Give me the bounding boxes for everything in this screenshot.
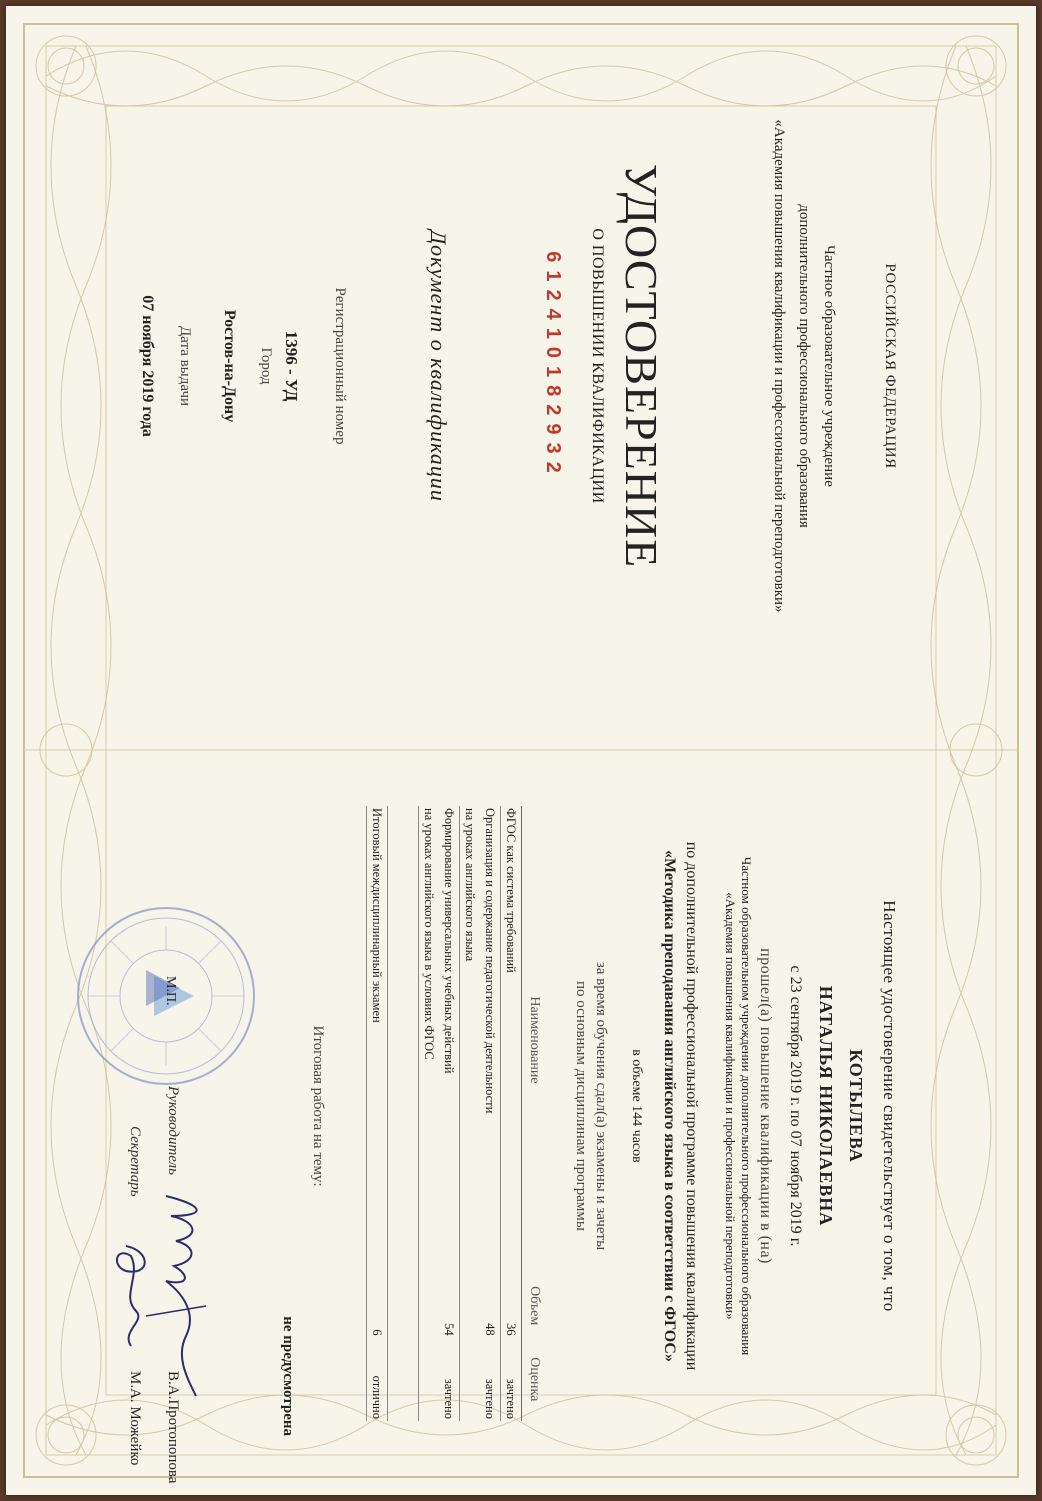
document-subtitle: О ПОВЫШЕНИИ КВАЛИФИКАЦИИ [589, 228, 606, 504]
final-work-label: Итоговая работа на тему: [310, 1025, 326, 1187]
stamp-mark: М.П. [163, 976, 178, 1006]
passed-text: прошел(а) повышение квалификации в (на) [757, 948, 774, 1264]
header-name: Наименование [522, 806, 547, 1274]
country-name: РОССИЙСКАЯ ФЕДЕРАЦИЯ [882, 263, 898, 469]
cover-page [6, 6, 1036, 726]
disciplines-table [366, 806, 546, 1421]
certificate-sheet [6, 6, 1036, 1495]
secretary-name: М.А. Можейко [127, 1371, 143, 1466]
secretary-signature-icon [106, 1236, 156, 1356]
document-title: УДОСТОВЕРЕНИЕ [616, 163, 667, 569]
header-volume: Объем [522, 1274, 547, 1338]
director-label: Руководитель [165, 1086, 181, 1175]
document-type: Документ о квалификации [426, 230, 451, 502]
program-intro: по дополнительной профессиональной программе повышения квалификации [683, 841, 700, 1371]
table-row: ФГОС как система требований 36 зачтено [501, 806, 522, 1421]
serial-number: 612410182932 [542, 251, 564, 481]
holder-last-name: КОТЫЛЕВА [846, 1049, 866, 1163]
program-name: «Методика преподавания английского языка в соответствии с ФГОС» [661, 850, 678, 1362]
registration-number: 1396 - УД [282, 330, 301, 402]
issue-date-label: Дата выдачи [177, 325, 193, 407]
holder-first-name: НАТАЛЬЯ НИКОЛАЕВНА [816, 985, 836, 1227]
study-period: с 23 сентября 2019 г. по 07 ноября 2019 г. [787, 965, 804, 1247]
table-header [522, 806, 547, 1421]
certifies-text: Настоящее удостоверение свидетельствует о том, что [880, 900, 899, 1312]
table-spacer [388, 806, 419, 1421]
details-page [6, 736, 1036, 1484]
passed-institution: Частном образовательном учреждении дополнительного профессионального образования «Академия повышения квалификации и профессиональной переподготовки» [723, 856, 754, 1356]
exams-text: за время обучения сдал(а) экзамены и зачеты по основным дисциплинам программы [573, 961, 609, 1251]
table-row-final-exam: Итоговый междисциплинарный экзамен 6 отлично [367, 806, 388, 1421]
header-grade: Оценка [522, 1338, 547, 1421]
table-row-continuation: на уроках английского языка [460, 806, 481, 1421]
issue-date: 07 ноября 2019 года [139, 295, 156, 437]
table-row: Формирование универсальных учебных действий 54 зачтено [442, 808, 456, 1419]
city-label: Город [258, 347, 274, 385]
table-row: Организация и содержание педагогической деятельности 48 зачтено [483, 808, 497, 1419]
registration-label: Регистрационный номер [332, 287, 348, 445]
final-work-value: не предусмотрена [280, 1316, 296, 1436]
director-name: В.А.Протопопова [165, 1371, 181, 1484]
program-hours: в объеме 144 часов [629, 1049, 644, 1163]
certificate-content [6, 6, 1036, 1495]
secretary-label: Секретарь [127, 1126, 143, 1197]
city-value: Ростов-на-Дону [221, 309, 238, 423]
institution-name: Частное образовательное учреждение дополнительного профессионального образования «Академия повышения квалификации и профессиональной переподготовки» [771, 119, 837, 613]
table-row-continuation: на уроках английского языка в условиях ФГОС [419, 806, 440, 1421]
